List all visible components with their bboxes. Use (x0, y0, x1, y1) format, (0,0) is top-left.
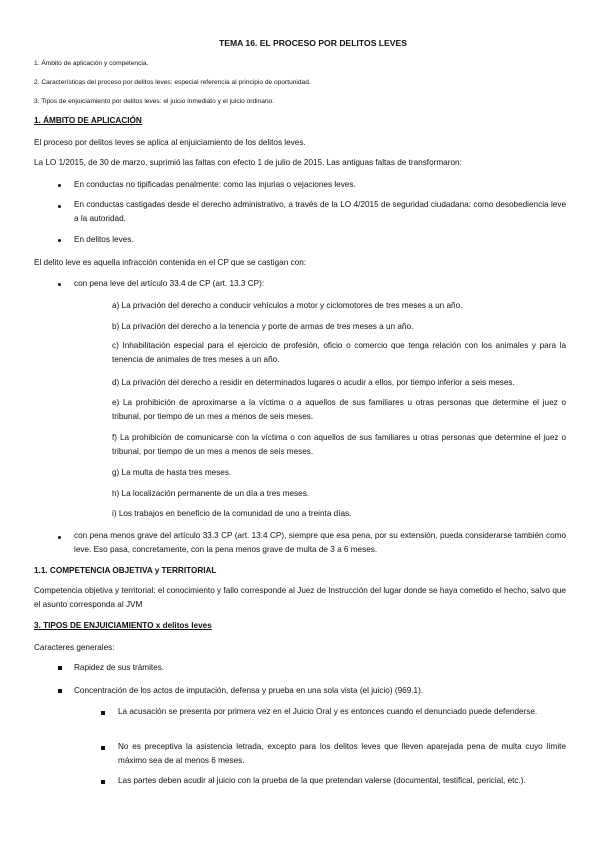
penalty-item-a: a) La privación del derecho a conducir vehículos a motor y ciclomotores de tres meses a un año. (112, 301, 463, 310)
toc-item-3: 3. Tipos de enjuiciamiento por delitos leves: el juicio inmediato y el juicio ordinario. (34, 98, 275, 105)
section-3-item-1: Rapidez de sus trámites. (74, 663, 165, 672)
section-1-paragraph-1: El proceso por delitos leves se aplica al enjuiciamiento de los delitos leves. (34, 138, 306, 147)
section-1-bullet-1: En conductas no tipificadas penalmente: como las injurias o vejaciones leves. (74, 180, 356, 189)
section-3-subitem-3: Las partes deben acudir al juicio con la prueba de la que pretendan valerse (documental, testifical, pericial, etc.). (118, 776, 526, 785)
penalty-intro: con pena leve del artículo 33.4 de CP (art. 13.3 CP): (74, 279, 265, 288)
section-1-1-paragraph: Competencia objetiva y territorial: el conocimiento y fallo corresponde al Juez de Instrucción del lugar donde se haya cometido el hecho, salvo que el asunto corresponda al JVM (34, 586, 566, 609)
penalty-item-c: c) Inhabilitación especial para el ejercicio de profesión, oficio o comercio que tenga relación con los animales y para la tenencia de animales de tres meses a un año. (112, 341, 566, 364)
bullet-dot (58, 283, 61, 286)
bullet-dot (58, 205, 61, 208)
section-3-item-2: Concentración de los actos de imputación, defensa y prueba en una sola vista (el juicio) (969.1). (74, 686, 424, 695)
square-bullet (101, 711, 105, 715)
bullet-dot (58, 184, 61, 187)
bullet-dot (58, 536, 61, 539)
section-1-bullet-2: En conductas castigadas desde el derecho administrativo, a través de la LO 4/2015 de seguridad ciudadana: como desobediencia leve a la autoridad. (74, 200, 566, 223)
penalty-item-d: d) La privación del derecho a residir en determinados lugares o acudir a ellos, por tiempo inferior a seis meses. (112, 378, 515, 387)
penalty-item-i: i) Los trabajos en beneficio de la comunidad de uno a treinta días. (112, 509, 352, 518)
penalty-item-e: e) La prohibición de aproximarse a la víctima o a aquellos de sus familiares u otras personas que determine el juez o tribunal, por tiempo de un mes a menos de seis meses. (112, 398, 566, 421)
document-title: TEMA 16. EL PROCESO POR DELITOS LEVES (219, 38, 407, 48)
section-1-heading: 1. ÁMBITO DE APLICACIÓN (34, 116, 142, 125)
section-1-bullet-3: En delitos leves. (74, 235, 134, 244)
section-3-heading: 3. TIPOS DE ENJUICIAMIENTO x delitos leves (34, 621, 212, 630)
penalty-item-f: f) La prohibición de comunicarse con la víctima o con aquellos de sus familiares u otras personas que determine el juez o tribunal, por tiempo de un mes a menos de seis meses. (112, 433, 566, 456)
square-bullet (101, 780, 105, 784)
penalty-grave-bullet: con pena menos grave del artículo 33.3 CP (art. 13.4 CP), siempre que esa pena, por su extensión, pueda considerarse también como leve. Eso pasa, concretamente, con la pena menos grave de multa de 3 a 6 meses. (74, 531, 566, 554)
penalty-item-h: h) La localización permanente de un día a tres meses. (112, 489, 310, 498)
penalty-item-b: b) La privación del derecho a la tenencia y porte de armas de tres meses a un año. (112, 322, 414, 331)
bullet-dot (58, 239, 61, 242)
toc-item-2: 2. Características del proceso por delitos leves: especial referencia al principio de oportunidad. (34, 79, 311, 86)
section-3-subitem-1: La acusación se presenta por primera vez en el Juicio Oral y es entonces cuando el denunciado puede defenderse. (118, 707, 538, 716)
square-bullet (58, 666, 62, 670)
section-3-subitem-2: No es preceptiva la asistencia letrada, excepto para los delitos leves que lleven aparejada pena de multa cuyo límite máximo sea de al menos 6 meses. (118, 742, 566, 765)
section-1-paragraph-2: La LO 1/2015, de 30 de marzo, suprimió las faltas con efecto 1 de julio de 2015. Las antiguas faltas de transformaron: (34, 158, 462, 167)
section-3-subheading: Caracteres generales: (34, 643, 115, 652)
toc-item-1: 1. Ámbito de aplicación y competencia. (34, 60, 149, 67)
square-bullet (101, 746, 105, 750)
penalty-item-g: g) La multa de hasta tres meses. (112, 468, 232, 477)
section-1-1-heading: 1.1. COMPETENCIA OBJETIVA y TERRITORIAL (34, 566, 217, 575)
section-1-paragraph-3: El delito leve es aquella infracción contenida en el CP que se castigan con: (34, 258, 307, 267)
square-bullet (58, 689, 62, 693)
